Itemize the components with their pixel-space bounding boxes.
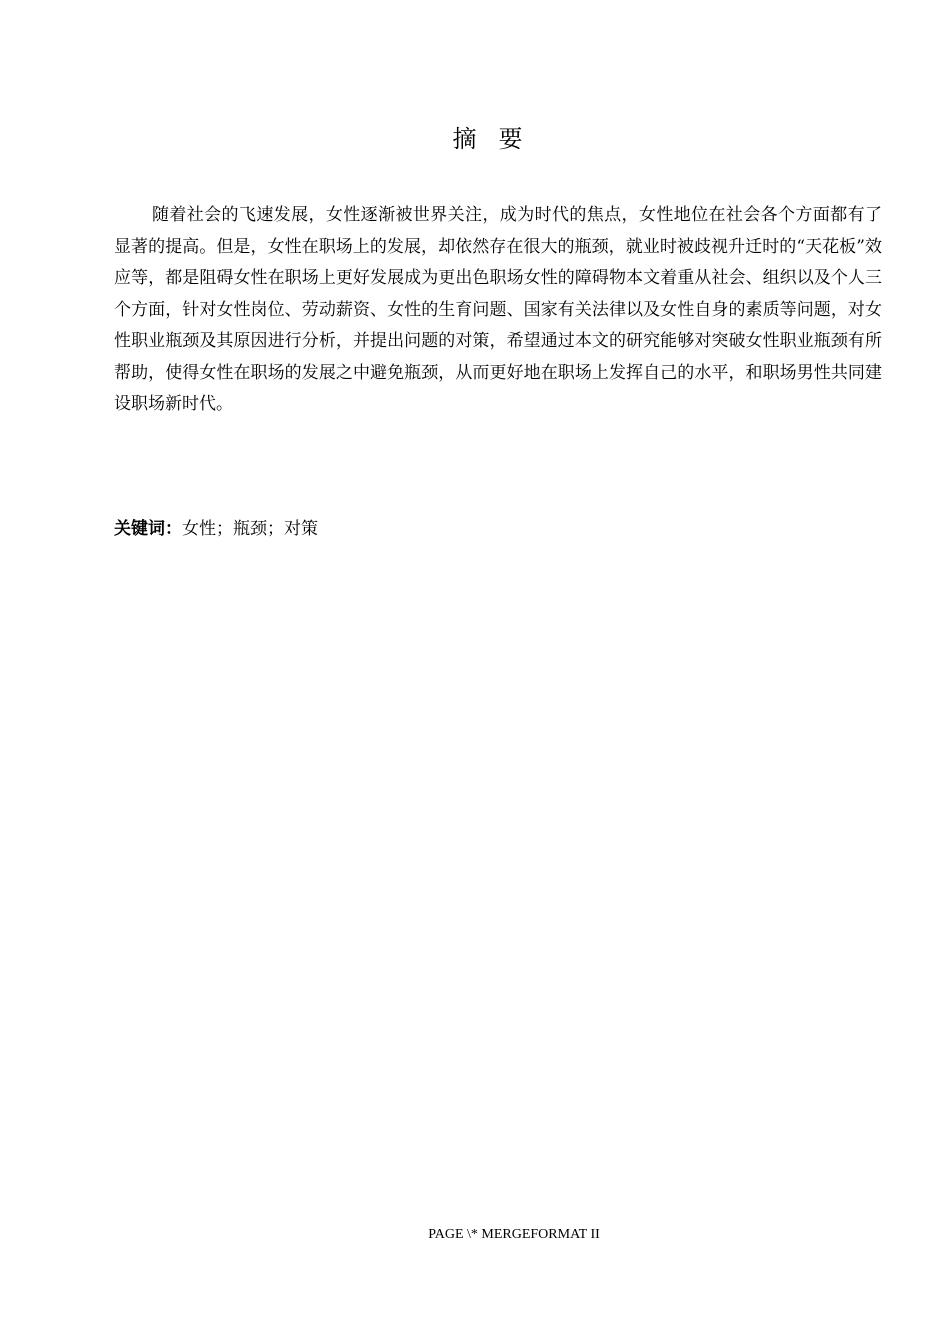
keywords-label: 关键词： bbox=[114, 519, 182, 539]
page-footer: PAGE \* MERGEFORMAT II bbox=[428, 1227, 600, 1242]
abstract-body: 随着社会的飞速发展，女性逐渐被世界关注，成为时代的焦点，女性地位在社会各个方面都有了显著的提高。但是，女性在职场上的发展，却依然存在很大的瓶颈，就业时被歧视升迁时的“天花板”效应等，都是阻碍女性在职场上更好发展成为更出色职场女性的障碍物本文着重从社会、组织以及个人三个方面，针对女性岗位、劳动薪资、女性的生育问题、国家有关法律以及女性自身的素质等问题，对女性职业瓶颈及其原因进行分析，并提出问题的对策，希望通过本文的研究能够对突破女性职业瓶颈有所帮助，使得女性在职场的发展之中避免瓶颈，从而更好地在职场上发挥自己的水平，和职场男性共同建设职场新时代。 bbox=[114, 205, 882, 414]
keywords-line bbox=[114, 514, 882, 544]
abstract-title: 摘要 bbox=[452, 125, 545, 153]
keywords-text: 女性；瓶颈；对策 bbox=[182, 519, 318, 539]
